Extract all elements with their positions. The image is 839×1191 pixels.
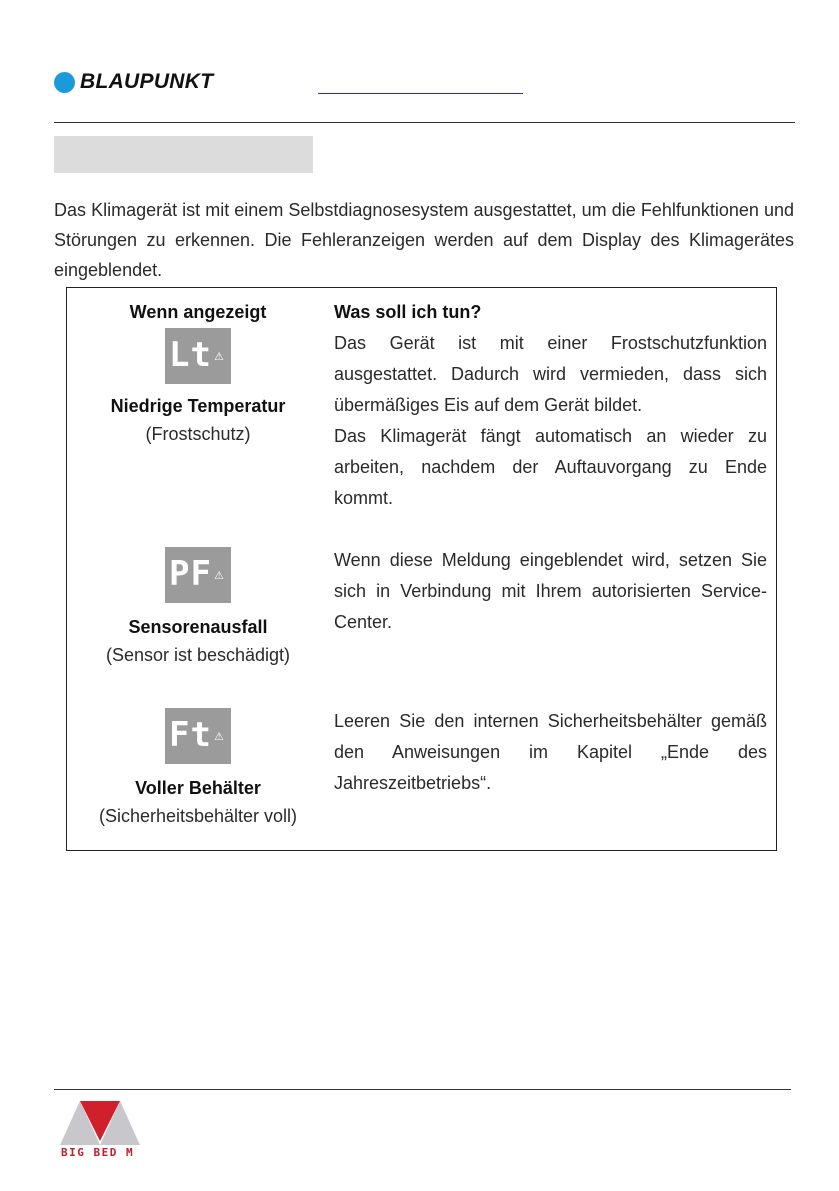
col-header-action: Was soll ich tun? — [334, 302, 482, 322]
error-subtitle: (Frostschutz) — [145, 424, 251, 444]
error-name: Sensorenausfall — [128, 617, 268, 637]
error-display — [165, 547, 231, 603]
brand-dot-icon — [54, 72, 75, 93]
section-heading-box — [54, 136, 313, 173]
error-display — [165, 708, 231, 764]
blaupunkt-logo — [54, 71, 213, 93]
footer-logo-text: BIG BED M — [61, 1146, 135, 1159]
footer-divider — [54, 1089, 791, 1090]
error-action — [334, 545, 767, 638]
col-header-display: Wenn angezeigt — [129, 302, 267, 322]
error-name: Niedrige Temperatur — [110, 396, 286, 416]
error-code: PF — [169, 554, 212, 594]
intro-paragraph: Das Klimagerät ist mit einem Selbstdiagnosesystem ausgestattet, um die Fehlfunktionen und Störungen zu erkennen. Die Fehleranzeigen werden auf dem Display des Klimagerätes eingeblendet. — [54, 200, 794, 280]
error-action — [334, 706, 767, 799]
error-subtitle: (Sicherheitsbehälter voll) — [98, 806, 298, 826]
warning-triangle-icon: ⚠ — [214, 731, 224, 743]
error-table — [66, 287, 777, 851]
error-indicator — [67, 547, 329, 669]
header-link-underline[interactable] — [318, 93, 523, 94]
error-code: Ft — [169, 715, 212, 755]
error-name: Voller Behälter — [135, 778, 261, 798]
error-indicator — [67, 708, 329, 830]
warning-triangle-icon: ⚠ — [214, 351, 224, 363]
error-description: Leeren Sie den internen Sicherheitsbehälter gemäß den Anweisungen im Kapitel „Ende des Jahreszeitbetriebs“. — [334, 711, 767, 793]
header-divider — [54, 122, 795, 123]
error-description: Das Gerät ist mit einer Frostschutzfunktion ausgestattet. Dadurch wird vermieden, dass sich übermäßiges Eis auf dem Gerät bildet. — [334, 333, 767, 415]
brand-name: BLAUPUNKT — [80, 70, 214, 93]
warning-triangle-icon: ⚠ — [214, 570, 224, 582]
error-description: Das Klimagerät fängt automatisch an wieder zu arbeiten, nachdem der Auftauvorgang zu Ende kommt. — [334, 426, 767, 508]
error-display — [165, 328, 231, 384]
error-action — [334, 328, 767, 514]
error-code: Lt — [169, 335, 212, 375]
error-indicator — [67, 328, 329, 448]
error-description: Wenn diese Meldung eingeblendet wird, setzen Sie sich in Verbindung mit Ihrem autorisierten Service-Center. — [334, 550, 767, 632]
error-subtitle: (Sensor ist beschädigt) — [105, 645, 291, 665]
